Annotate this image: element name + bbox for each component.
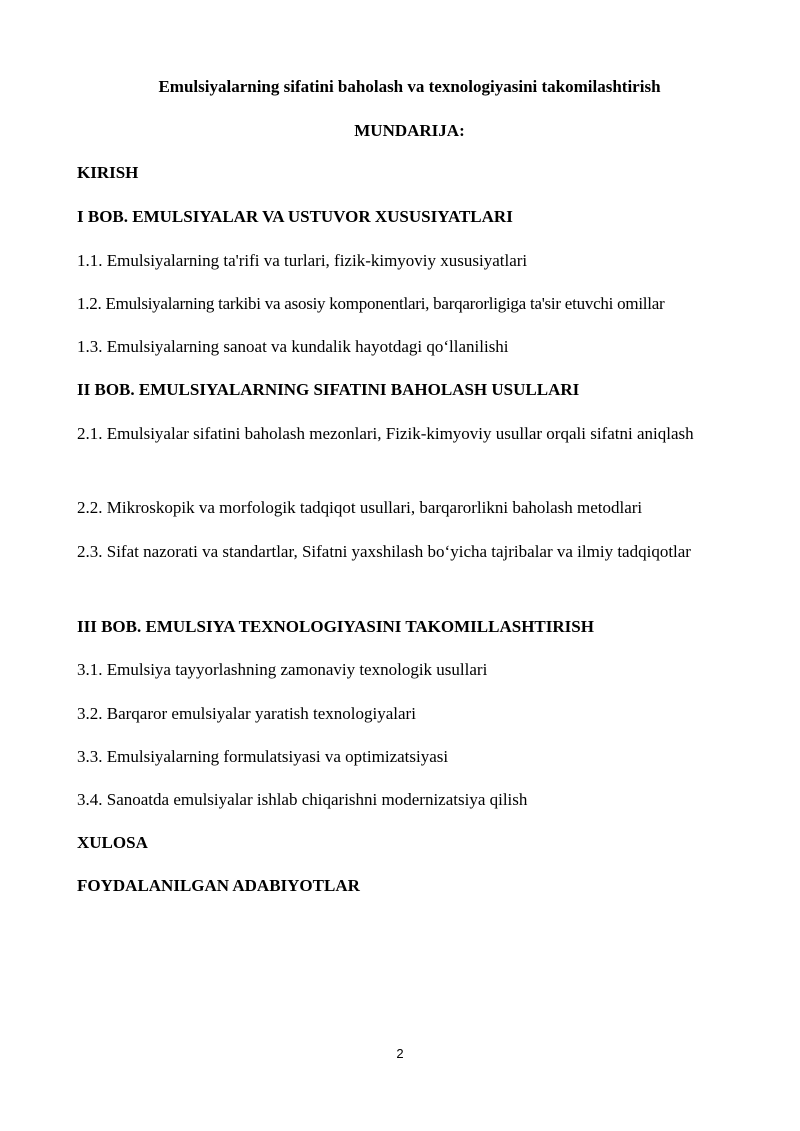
toc-entry-section-1-2: 1.2. Emulsiyalarning tarkibi va asosiy komponentlari, barqarorligiga ta'sir etuvchi omillar: [77, 294, 665, 313]
toc-entry-section-2-2: 2.2. Mikroskopik va morfologik tadqiqot usullari, barqarorlikni baholash metodlari: [77, 498, 643, 517]
toc-entry-section-3-4: 3.4. Sanoatda emulsiyalar ishlab chiqarishni modernizatsiya qilish: [77, 790, 528, 809]
toc-entry-conclusion: XULOSA: [77, 833, 148, 852]
toc-entry-section-2-3: 2.3. Sifat nazorati va standartlar, Sifatni yaxshilash bo‘yicha tajribalar va ilmiy tadqiqotlar: [77, 542, 691, 561]
toc-entry-chapter-2: II BOB. EMULSIYALARNING SIFATINI BAHOLASH USULLARI: [77, 380, 580, 399]
toc-entry-section-2-1: 2.1. Emulsiyalar sifatini baholash mezonlari, Fizik-kimyoviy usullar orqali sifatni aniqlash: [77, 424, 694, 443]
toc-entry-chapter-3: III BOB. EMULSIYA TEXNOLOGIYASINI TAKOMILLASHTIRISH: [77, 617, 594, 636]
toc-entry-section-3-2: 3.2. Barqaror emulsiyalar yaratish texnologiyalari: [77, 704, 416, 723]
toc-entry-section-1-1: 1.1. Emulsiyalarning ta'rifi va turlari, fizik-kimyoviy xususiyatlari: [77, 251, 528, 270]
toc-entry-chapter-1: I BOB. EMULSIYALAR VA USTUVOR XUSUSIYATLARI: [77, 207, 513, 226]
toc-entry-references: FOYDALANILGAN ADABIYOTLAR: [77, 876, 360, 895]
toc-heading: MUNDARIJA:: [354, 121, 465, 140]
toc-entry-section-1-3: 1.3. Emulsiyalarning sanoat va kundalik hayotdagi qo‘llanilishi: [77, 337, 509, 356]
toc-entry-section-3-3: 3.3. Emulsiyalarning formulatsiyasi va optimizatsiyasi: [77, 747, 449, 766]
toc-entry-section-3-1: 3.1. Emulsiya tayyorlashning zamonaviy texnologik usullari: [77, 660, 488, 679]
document-title: Emulsiyalarning sifatini baholash va texnologiyasini takomilashtirish: [158, 77, 661, 96]
page-number: 2: [396, 1046, 404, 1061]
toc-entry-introduction: KIRISH: [77, 163, 139, 182]
